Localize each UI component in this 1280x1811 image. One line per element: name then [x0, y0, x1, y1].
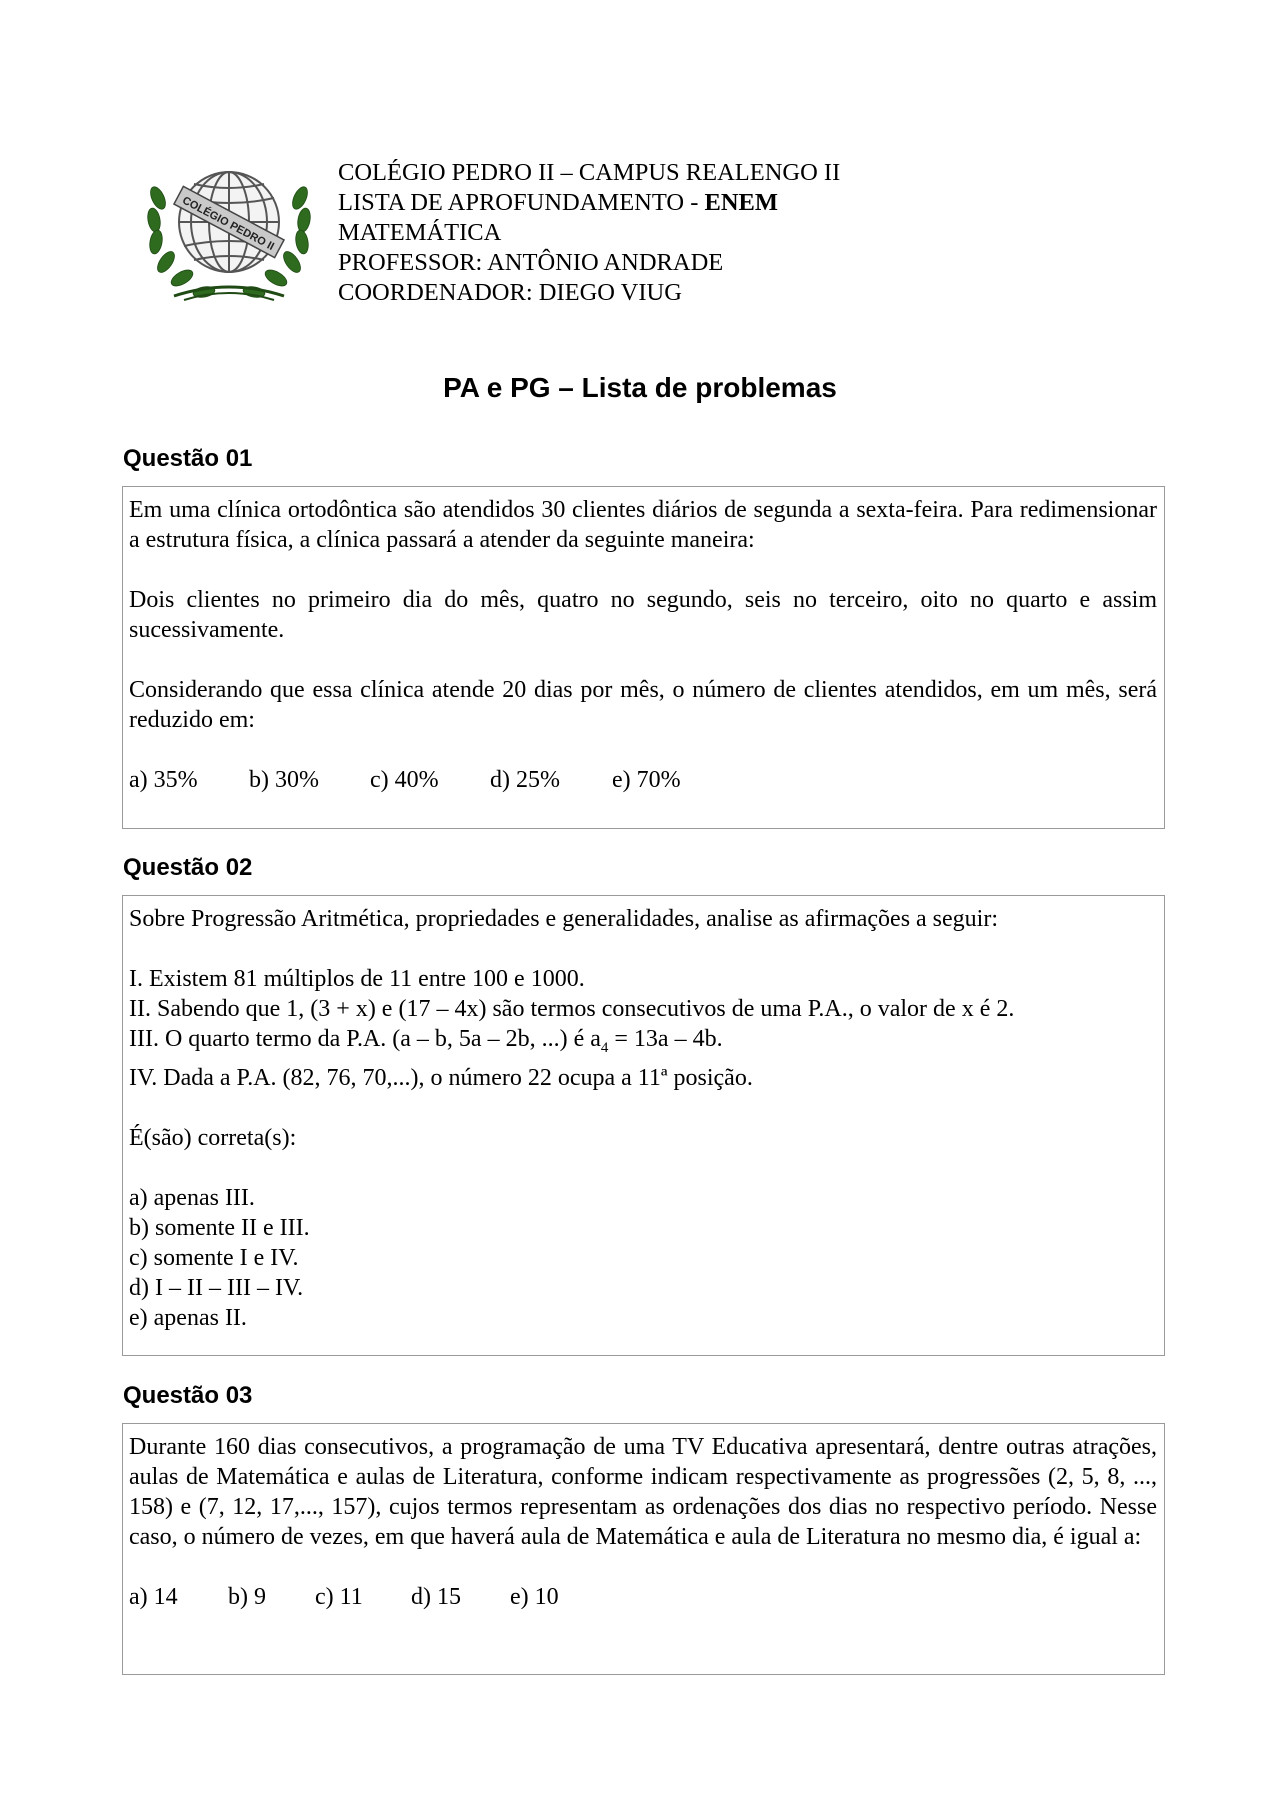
- school-info: [338, 158, 840, 308]
- logo-sash-text: COLÉGIO PEDRO II: [180, 194, 276, 254]
- school-name: COLÉGIO PEDRO II – CAMPUS REALENGO II: [338, 159, 841, 186]
- document-header: [140, 158, 1140, 318]
- question-01-options: [129, 765, 1157, 795]
- question-01-heading: Questão 01: [123, 445, 253, 472]
- option-a: a) 14: [129, 1584, 178, 1610]
- professor: PROFESSOR: ANTÔNIO ANDRADE: [338, 249, 724, 276]
- question-02-box: [122, 895, 1165, 1356]
- statement-iv: IV. Dada a P.A. (82, 76, 70,...), o número 22 ocupa a 11ª posição.: [129, 1064, 753, 1091]
- list-type: LISTA DE APROFUNDAMENTO - ENEM: [338, 189, 778, 216]
- option-c: c) somente I e IV.: [129, 1244, 299, 1271]
- question-02-prompt: É(são) correta(s):: [129, 1124, 297, 1151]
- question-02-intro: Sobre Progressão Aritmética, propriedades e generalidades, analise as afirmações a seguir:: [129, 906, 999, 932]
- enem-label: ENEM: [704, 189, 778, 216]
- option-d: d) I – II – III – IV.: [129, 1274, 304, 1301]
- question-02-options: [129, 1183, 1157, 1333]
- question-03-box: [122, 1423, 1165, 1675]
- option-e: e) 10: [510, 1584, 559, 1610]
- question-02-statements: [129, 964, 1157, 1093]
- statement-i: I. Existem 81 múltiplos de 11 entre 100 e 1000.: [129, 966, 585, 992]
- option-b: b) 30%: [249, 767, 319, 793]
- question-03-paragraph: Durante 160 dias consecutivos, a programação de uma TV Educativa apresentará, dentre outras atrações, aulas de Matemática e aulas de Literatura, conforme indicam respectivamente as progressões (2, 5, 8, ..., 158) e (7, 12, 17,..., 157), cujos termos representam as ordenações dos dias no respectivo período. Nesse caso, o número de vezes, em que haverá aula de Matemática e aula de Literatura no mesmo dia, é igual a:: [129, 1434, 1157, 1550]
- coordinator: COORDENADOR: DIEGO VIUG: [338, 279, 682, 306]
- option-e: e) apenas II.: [129, 1304, 247, 1331]
- option-b: b) somente II e III.: [129, 1214, 310, 1241]
- question-01-box: [122, 486, 1165, 829]
- option-c: c) 40%: [370, 767, 439, 793]
- question-01-paragraph-3: Considerando que essa clínica atende 20 dias por mês, o número de clientes atendidos, em um mês, será reduzido em:: [129, 677, 1157, 733]
- colegio-pedro-ii-logo: [144, 158, 314, 308]
- option-a: a) apenas III.: [129, 1184, 255, 1211]
- option-b: b) 9: [228, 1584, 266, 1610]
- option-c: c) 11: [315, 1584, 363, 1610]
- statement-ii: II. Sabendo que 1, (3 + x) e (17 – 4x) são termos consecutivos de uma P.A., o valor de x é 2.: [129, 996, 1015, 1022]
- option-e: e) 70%: [612, 767, 681, 793]
- question-02-heading: Questão 02: [123, 854, 253, 881]
- option-a: a) 35%: [129, 767, 198, 793]
- subject: MATEMÁTICA: [338, 219, 502, 246]
- document-title: PA e PG – Lista de problemas: [443, 372, 837, 403]
- question-03-options: [129, 1582, 1157, 1612]
- question-03-heading: Questão 03: [123, 1382, 253, 1409]
- question-01-paragraph-1: Em uma clínica ortodôntica são atendidos 30 clientes diários de segunda a sexta-feira. Para redimensionar a estrutura física, a clínica passará a atender da seguinte maneira:: [129, 497, 1157, 553]
- option-d: d) 15: [411, 1584, 461, 1610]
- question-01-paragraph-2: Dois clientes no primeiro dia do mês, quatro no segundo, seis no terceiro, oito no quarto e assim sucessivamente.: [129, 587, 1157, 643]
- option-d: d) 25%: [490, 767, 560, 793]
- statement-iii: III. O quarto termo da P.A. (a – b, 5a – 2b, ...) é $a_4 = 13a - 4b$.: [129, 1026, 723, 1056]
